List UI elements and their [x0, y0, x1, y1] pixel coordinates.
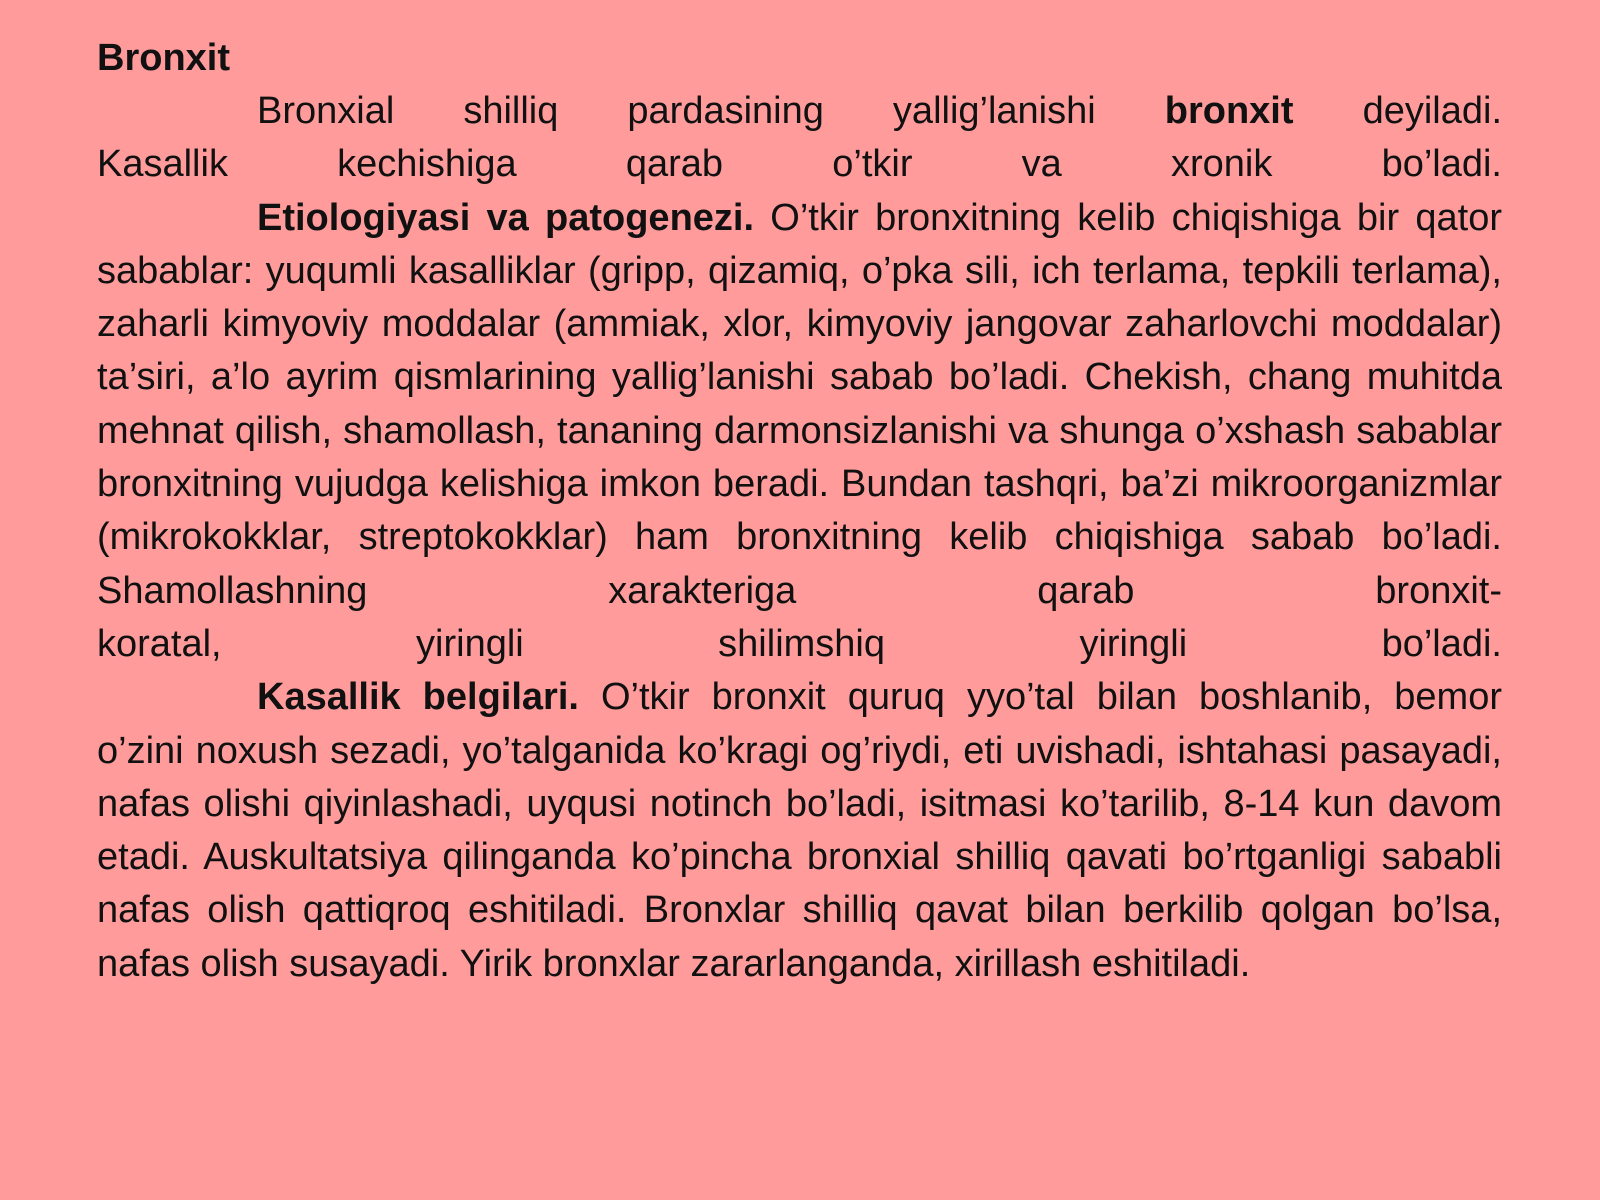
- etiology-text: O’tkir bronxitning kelib chiqishiga bir qator sabablar: yuqumli kasalliklar (gripp, qizamiq, o’pka sili, ich terlama, tepkili terlama), zaharli kimyoviy moddalar (ammiak, xlor, kimyoviy jangovar zaharlovchi moddalar) ta’siri, a’lo ayrim qismlarining yallig’lanishi sabab bo’ladi. Chekish, chang muhitda mehnat qilish, shamollash, tananing darmonsizlanishi va shunga o’xshash sabablar bronxitning vujudga kelishiga imkon beradi. Bundan tashqri, ba’zi mikroorganizmlar (mikrokokklar, streptokokklar) ham bronxitning kelib chiqishiga sabab bo’ladi. Shamollashning xarakteriga qarab bronxit-: [97, 196, 1502, 612]
- paragraph-definition-line1: [97, 85, 1502, 138]
- document-title: Bronxit: [97, 37, 230, 79]
- symptoms-text: O’tkir bronxit quruq yyo’tal bilan boshlanib, bemor o’zini noxush sezadi, yo’talganida ko’kragi og’riydi, eti uvishadi, ishtahasi pasayadi, nafas olishi qiyinlashadi, uyqusi notinch bo’ladi, isitmasi ko’tarilib, 8-14 kun davom etadi. Auskultatsiya qilinganda ko’pincha bronxial shilliq qavati bo’rtganligi sababli nafas olish qattiqroq eshitiladi. Bronxlar shilliq qavat bilan berkilib qolgan bo’lsa, nafas olish susayadi. Yirik bronxlar zararlanganda, xirillash eshitiladi.: [97, 676, 1502, 985]
- paragraph-etiology-last-line: koratal, yiringli shilimshiq yiringli bo’ladi.: [97, 622, 1502, 665]
- paragraph-etiology: [97, 192, 1502, 618]
- paragraph-definition-line2: Kasallik kechishiga qarab o’tkir va xronik bo’ladi.: [97, 143, 1502, 186]
- definition-term: bronxit: [1164, 90, 1294, 132]
- definition-text: Bronxial shilliq pardasining yallig’lanishi: [257, 90, 1165, 132]
- paragraph-symptoms: [97, 671, 1502, 991]
- etiology-heading: Etiologiyasi va patogenezi.: [257, 196, 755, 239]
- definition-text-end: deyiladi.: [1293, 90, 1502, 132]
- symptoms-heading: Kasallik belgilari.: [257, 676, 579, 719]
